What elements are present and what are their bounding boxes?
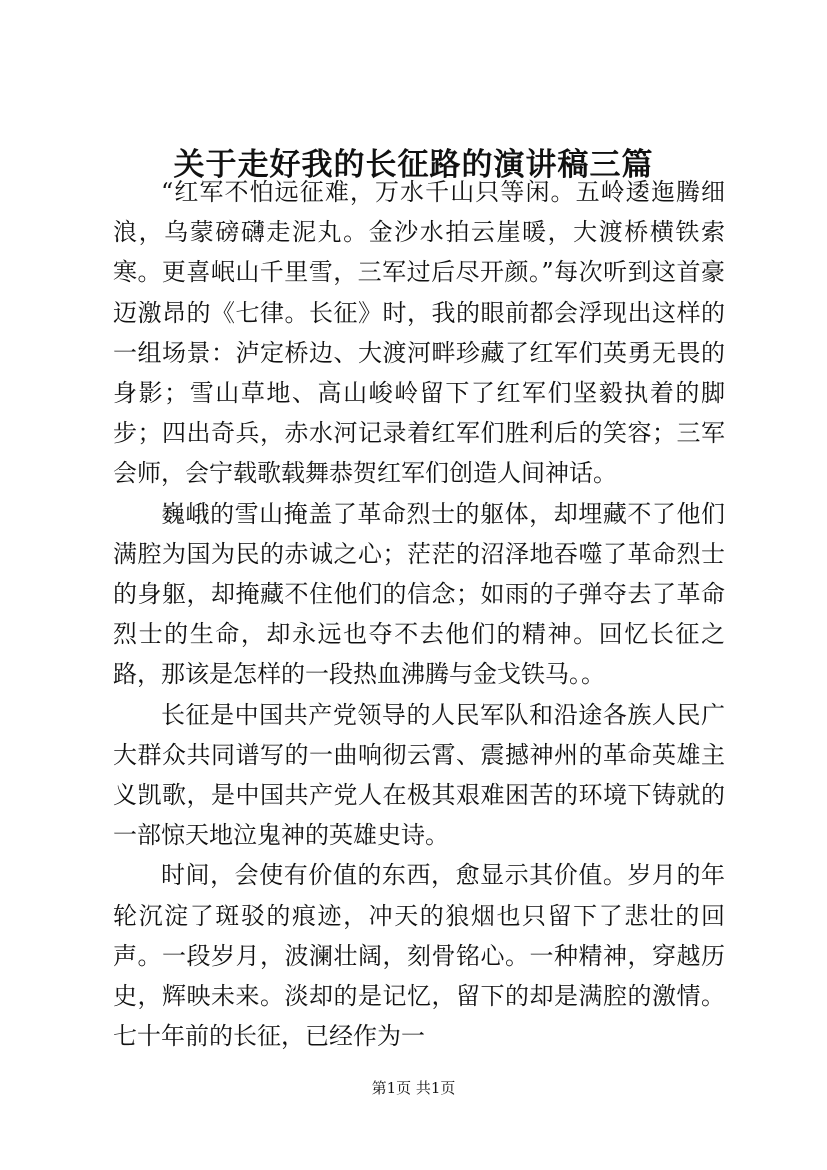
document-title: 关于走好我的长征路的演讲稿三篇 (173, 147, 654, 183)
document-body (113, 172, 725, 1056)
paragraph-4: 时间，会使有价值的东西，愈显示其价值。岁月的年轮沉淀了斑驳的痕迹，冲天的狼烟也只留下了悲壮的回声。一段岁月，波澜壮阔，刻骨铭心。一种精神，穿越历史，辉映未来。淡却的是记忆，留下的却是满腔的激情。七十年前的长征，已经作为一 (113, 861, 725, 1051)
page-footer: 第1页 共1页 (371, 1079, 456, 1097)
paragraph-3: 长征是中国共产党领导的人民军队和沿途各族人民广大群众共同谱写的一曲响彻云霄、震撼神州的革命英雄主义凯歌，是中国共产党人在极其艰难困苦的环境下铸就的一部惊天地泣鬼神的英雄史诗。 (113, 700, 725, 850)
paragraph-1: “红军不怕远征难，万水千山只等闲。五岭逶迤腾细浪，乌蒙磅礴走泥丸。金沙水拍云崖暖，大渡桥横铁索寒。更喜岷山千里雪，三军过后尽开颜。”每次听到这首豪迈激昂的《七律。长征》时，我的眼前都会浮现出这样的一组场景：泸定桥边、大渡河畔珍藏了红军们英勇无畏的身影；雪山草地、高山峻岭留下了红军们坚毅执着的脚步；四出奇兵，赤水河记录着红军们胜利后的笑容；三军会师，会宁载歌载舞恭贺红军们创造人间神话。 (113, 178, 725, 488)
paragraph-2: 巍峨的雪山掩盖了革命烈士的躯体，却埋藏不了他们满腔为国为民的赤诚之心；茫茫的沼泽地吞噬了革命烈士的身躯，却掩藏不住他们的信念；如雨的子弹夺去了革命烈士的生命，却永远也夺不去他们的精神。回忆长征之路，那该是怎样的一段热血沸腾与金戈铁马。。 (113, 499, 725, 689)
